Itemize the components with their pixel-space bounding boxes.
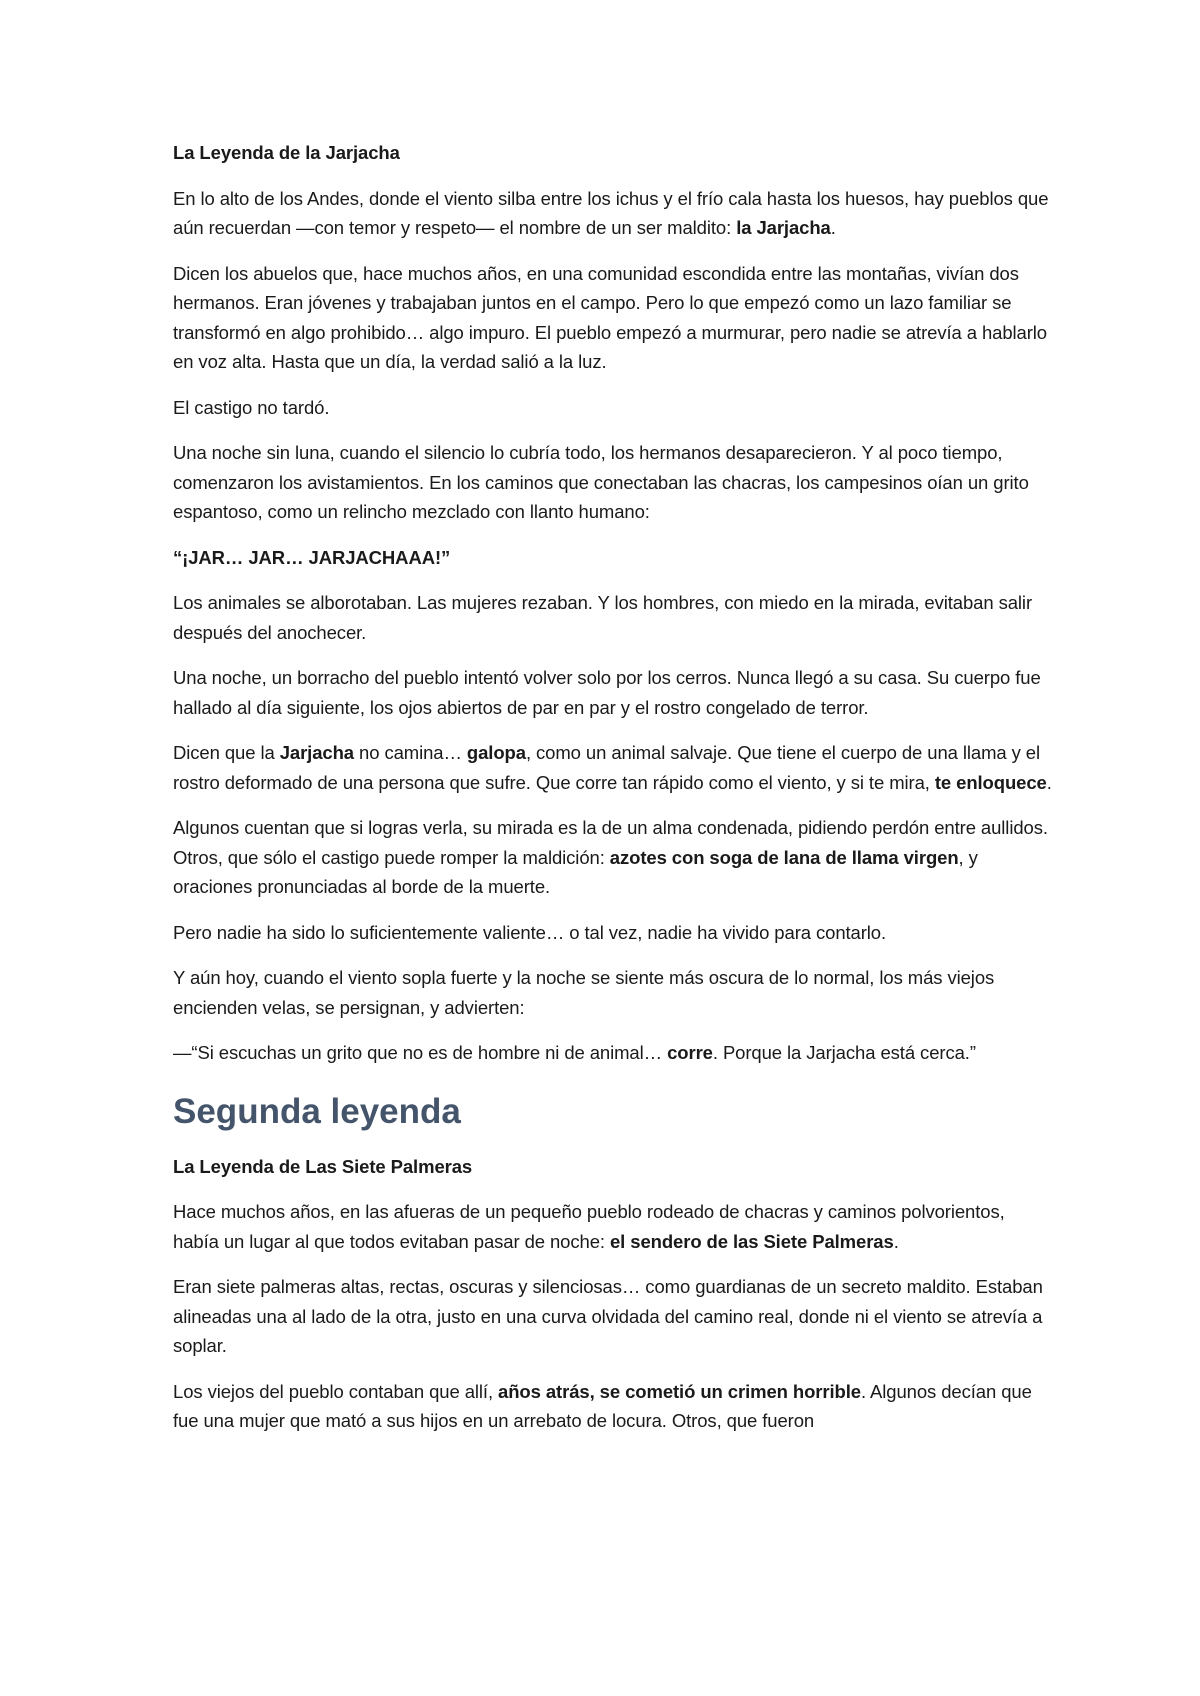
text-run: , como un animal salvaje. Que tiene el cuerpo de una llama y el rostro deformado de una persona que sufre. Que corre tan rápido como el viento, y si te mira, — [173, 742, 1041, 793]
paragraph-scream: “¡JAR… JAR… JARJACHAAA!” — [173, 546, 451, 568]
text-run: —“Si escuchas un grito que no es de hombre ni de animal… — [173, 1042, 668, 1063]
bold-text-run: años atrás, se cometió un crimen horrible — [498, 1380, 861, 1402]
paragraph-today: Y aún hoy, cuando el viento sopla fuerte y la noche se siente más oscura de lo normal, los más viejos encienden velas, se persignan, y advierten: — [173, 967, 995, 1018]
text-run: . Porque la Jarjacha está cerca.” — [712, 1042, 976, 1063]
paragraph-punishment: El castigo no tardó. — [173, 396, 330, 418]
text-run: . — [1046, 771, 1052, 793]
text-run: Los viejos del pueblo contaban que allí, — [173, 1380, 499, 1402]
bold-text-run: azotes con soga de lana de llama virgen — [609, 846, 959, 868]
paragraph-sightings: Una noche sin luna, cuando el silencio lo cubría todo, los hermanos desaparecieron. Y al poco tiempo, comenzaron los avistamientos. En los caminos que conectaban las chacras, los campesinos oían un grito espantoso, como un relincho mezclado con llanto humano: — [173, 442, 1029, 522]
text-run: Hace muchos años, en las afueras de un pequeño pueblo rodeado de chacras y caminos polvorientos, había un lugar al que todos evitaban pasar de noche: — [173, 1201, 1005, 1252]
text-run: Dicen que la — [173, 742, 280, 763]
paragraph-drunkard: Una noche, un borracho del pueblo intentó volver solo por los cerros. Nunca llegó a su casa. Su cuerpo fue hallado al día siguiente, los ojos abiertos de par en par y el rostro congelado de terror. — [173, 667, 1041, 718]
paragraph-crime — [173, 1377, 1053, 1436]
paragraph-nobody: Pero nadie ha sido lo suficientemente valiente… o tal vez, nadie ha vivido para contarlo. — [173, 921, 887, 943]
paragraph-path — [173, 1197, 1053, 1256]
section-heading: Segunda leyenda — [173, 1091, 461, 1131]
bold-text-run: galopa — [466, 742, 526, 763]
paragraph-palms: Eran siete palmeras altas, rectas, oscuras y silenciosas… como guardianas de un secreto maldito. Estaban alineadas una al lado de la otra, justo en una curva olvidada del camino real, donde ni el viento se atrevía a soplar. — [173, 1276, 1043, 1356]
paragraph-gallop — [173, 738, 1053, 797]
story-title-palmeras: La Leyenda de Las Siete Palmeras — [173, 1155, 473, 1177]
paragraph-brothers: Dicen los abuelos que, hace muchos años, en una comunidad escondida entre las montañas, vivían dos hermanos. Eran jóvenes y trabajaban juntos en el campo. Pero lo que empezó como un lazo familiar se transformó en algo prohibido… algo impuro. El pueblo empezó a murmurar, pero nadie se atrevía a hablarlo en voz alta. Hasta que un día, la verdad salió a la luz. — [173, 262, 1047, 372]
text-run: Algunos cuentan que si logras verla, su mirada es la de un alma condenada, pidiendo perdón entre aullidos. Otros, que sólo el castigo puede romper la maldición: — [173, 817, 1048, 868]
bold-text-run: corre — [667, 1042, 713, 1063]
story-title-jarjacha: La Leyenda de la Jarjacha — [173, 142, 400, 163]
text-run: . Algunos decían que fue una mujer que mató a sus hijos en un arrebato de locura. Otros, que fueron — [173, 1380, 1032, 1431]
text-run: no camina… — [353, 742, 467, 763]
paragraph-intro — [173, 184, 1053, 243]
document-page — [173, 138, 1053, 1452]
text-run: . — [830, 217, 836, 238]
bold-text-run: te enloquece — [934, 771, 1047, 793]
bold-text-run: Jarjacha — [279, 742, 354, 763]
paragraph-curse — [173, 813, 1053, 902]
bold-text-run: el sendero de las Siete Palmeras — [609, 1230, 894, 1252]
paragraph-animals: Los animales se alborotaban. Las mujeres rezaban. Y los hombres, con miedo en la mirada, evitaban salir después del anochecer. — [173, 592, 1033, 643]
text-run: En lo alto de los Andes, donde el viento silba entre los ichus y el frío cala hasta los huesos, hay pueblos que aún recuerdan —con temor y respeto— el nombre de un ser maldito: — [173, 187, 1049, 238]
text-run: , y oraciones pronunciadas al borde de la muerte. — [173, 846, 978, 897]
text-run: . — [893, 1230, 899, 1252]
bold-text-run: la Jarjacha — [736, 217, 831, 238]
paragraph-warning — [173, 1038, 1053, 1068]
